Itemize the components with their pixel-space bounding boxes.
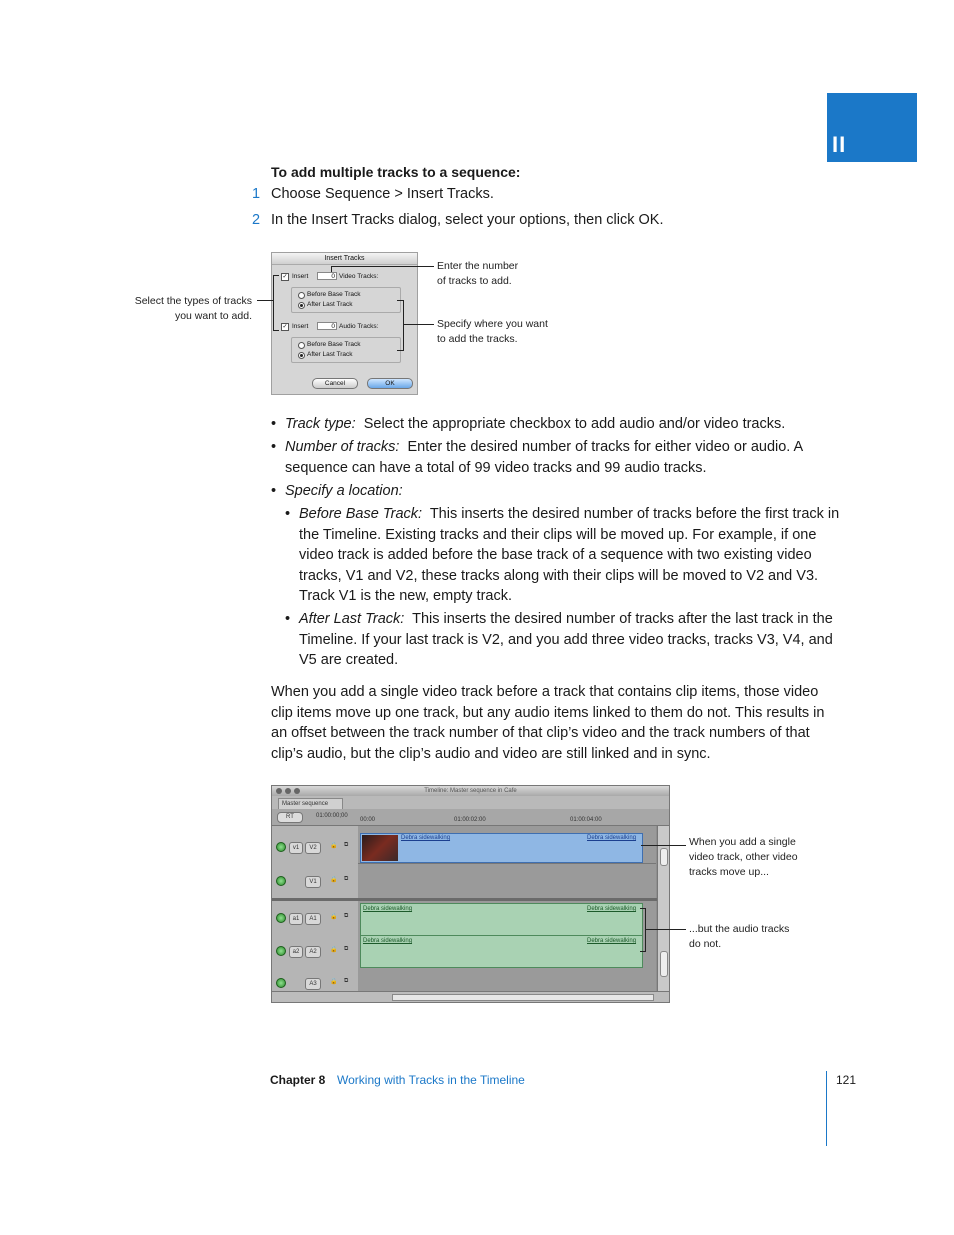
- bullet-marker: •: [285, 506, 291, 522]
- scroll-thumb[interactable]: [660, 848, 668, 866]
- vertical-scrollbar[interactable]: [657, 826, 670, 994]
- dest-track-A3[interactable]: A3: [305, 978, 321, 990]
- callout-number-of-tracks: [437, 259, 518, 289]
- bullet-text: sequence can have a total of 99 video tracks and 99 audio tracks.: [285, 459, 707, 476]
- ruler-tick-label: 01:00:04:00: [570, 817, 602, 823]
- bullet-text: Track V1 is the new, empty track.: [299, 588, 513, 604]
- clip-name: Debra sidewalking: [587, 906, 637, 912]
- lock-icon[interactable]: 🔒: [330, 877, 338, 883]
- bullet-marker: •: [285, 611, 291, 627]
- callout-bracket: [397, 300, 404, 301]
- ok-button[interactable]: OK: [367, 378, 413, 389]
- callout-line-text: video track, other video: [689, 851, 798, 863]
- timeline-ruler: [272, 809, 669, 826]
- audio-before-base-radio[interactable]: [298, 342, 305, 349]
- speaker-icon[interactable]: [276, 913, 286, 923]
- video-location-group: [291, 287, 401, 313]
- callout-bracket: [397, 350, 404, 351]
- audio-after-last-radio[interactable]: [298, 352, 305, 359]
- video-track-controls: [272, 826, 359, 898]
- lock-icon[interactable]: 🔒: [330, 979, 338, 985]
- scroll-thumb[interactable]: [660, 951, 668, 977]
- callout-line-text: of tracks to add.: [437, 275, 512, 287]
- timeline-bottom-bar: [272, 991, 669, 1002]
- callout-audio-stays: [689, 922, 789, 952]
- video-tracks-count-field[interactable]: 0: [317, 272, 337, 280]
- callout-line: [641, 845, 686, 846]
- callout-bracket: [273, 275, 274, 331]
- source-track-a1[interactable]: a1: [289, 913, 303, 925]
- bullet-text: This inserts the desired number of tracks after the last track in the: [412, 611, 833, 627]
- callout-line-text: When you add a single: [689, 836, 796, 848]
- lock-icon[interactable]: 🔒: [330, 947, 338, 953]
- footer-divider: [826, 1071, 827, 1146]
- tab-row: [272, 796, 669, 809]
- bullet-marker: •: [271, 416, 277, 432]
- video-insert-checkbox[interactable]: ✓: [282, 274, 288, 280]
- timecode-display[interactable]: 01:00:00;00: [316, 813, 348, 819]
- paragraph-line: clip items move up one track, but any audio items linked to them do not. This results in: [271, 704, 825, 721]
- ruler-tick-label: 01:00:02:00: [454, 817, 486, 823]
- video-after-last-label: After Last Track: [307, 301, 353, 308]
- paragraph-line: clip’s audio, but the clip’s audio and video are still linked and in sync.: [271, 745, 711, 762]
- dest-track-V1[interactable]: V1: [305, 876, 321, 888]
- close-icon[interactable]: [276, 788, 282, 794]
- audio-clip-a2[interactable]: [360, 935, 643, 968]
- audio-tracks-label: Audio Tracks:: [339, 323, 379, 330]
- link-icon[interactable]: ⧉: [344, 978, 349, 984]
- audio-track-controls: [272, 901, 359, 994]
- callout-bracket: [273, 330, 279, 331]
- callout-bracket: [640, 908, 646, 909]
- callout-line: [331, 266, 434, 267]
- callout-line-text: tracks move up...: [689, 866, 769, 878]
- bullet-text: tracks, V1 and V2, these tracks along with their clips will be moved to V2 and V3.: [299, 567, 819, 584]
- footer-chapter-title[interactable]: Working with Tracks in the Timeline: [337, 1073, 525, 1087]
- step-text: In the Insert Tracks dialog, select your options, then click OK.: [271, 212, 664, 228]
- callout-line-text: you want to add.: [174, 310, 252, 322]
- callout-line-text: Select the types of tracks: [134, 295, 252, 307]
- bullet-label: After Last Track:: [299, 611, 405, 627]
- paragraph-line: an offset between the track number of that clip’s video and the track numbers of that: [271, 725, 810, 741]
- video-before-base-label: Before Base Track: [307, 291, 361, 298]
- source-track-a2[interactable]: a2: [289, 946, 303, 958]
- dest-track-A2[interactable]: A2: [305, 946, 321, 958]
- video-clip[interactable]: [360, 833, 643, 863]
- lock-icon[interactable]: 🔒: [330, 914, 338, 920]
- footer-chapter: Chapter 8: [270, 1073, 326, 1087]
- video-insert-label: Insert: [292, 273, 309, 280]
- bullet-text: This inserts the desired number of tracks before the first track in: [429, 506, 840, 522]
- clip-name: Debra sidewalking: [401, 835, 451, 841]
- cancel-button[interactable]: Cancel: [312, 378, 358, 389]
- track-visibility-icon[interactable]: [276, 842, 286, 852]
- callout-bracket: [645, 908, 646, 952]
- callout-line-text: Enter the number: [437, 260, 519, 272]
- step-text: Choose Sequence > Insert Tracks.: [271, 186, 494, 202]
- track-visibility-icon[interactable]: [276, 876, 286, 886]
- bullet-label: Number of tracks:: [285, 439, 400, 455]
- section-heading: To add multiple tracks to a sequence:: [271, 164, 521, 180]
- video-track-area: [358, 826, 656, 898]
- tab-master-sequence[interactable]: Master sequence: [278, 798, 343, 809]
- callout-location: [437, 317, 548, 347]
- paragraph-line: When you add a single video track before a track that contains clip items, those video: [271, 684, 819, 700]
- audio-before-base-label: Before Base Track: [307, 341, 361, 348]
- bullet-text: the Timeline. Existing tracks and their clips will be moved up. For example, if one: [299, 526, 817, 543]
- track-separator: [358, 863, 656, 864]
- clip-name: Debra sidewalking: [587, 938, 637, 944]
- callout-bracket: [640, 951, 646, 952]
- audio-clip-a1[interactable]: [360, 903, 643, 936]
- page-number: 121: [836, 1073, 857, 1087]
- speaker-icon[interactable]: [276, 978, 286, 988]
- callout-line-text: ...but the audio tracks: [689, 923, 790, 935]
- lock-icon[interactable]: 🔒: [330, 843, 338, 849]
- link-icon[interactable]: ⧉: [344, 913, 349, 919]
- callout-line: [403, 324, 434, 325]
- source-track-v1[interactable]: v1: [289, 842, 303, 854]
- callout-track-types: [120, 294, 252, 324]
- video-after-last-radio[interactable]: [298, 302, 305, 309]
- horizontal-scrollbar[interactable]: [392, 994, 654, 1001]
- clip-name: Debra sidewalking: [587, 835, 637, 841]
- callout-line-text: to add the tracks.: [437, 333, 518, 345]
- minimize-icon[interactable]: [285, 788, 291, 794]
- bullet-text: V5 are created.: [299, 652, 399, 668]
- clip-name: Debra sidewalking: [363, 938, 413, 944]
- bullet-specify-location: [285, 481, 403, 502]
- bullet-after-last-track: [299, 609, 833, 671]
- video-tracks-label: Video Tracks:: [339, 273, 379, 280]
- timeline-titlebar: Timeline: Master sequence in Cafe: [272, 786, 669, 796]
- callout-line: [257, 300, 273, 301]
- audio-insert-checkbox[interactable]: ✓: [282, 324, 288, 330]
- bullet-before-base-track: [299, 504, 839, 607]
- bullet-label: Track type:: [285, 416, 356, 432]
- clip-name: Debra sidewalking: [363, 906, 413, 912]
- audio-after-last-label: After Last Track: [307, 351, 353, 358]
- part-tab: [827, 93, 917, 162]
- link-icon[interactable]: ⧉: [344, 842, 349, 848]
- callout-line-text: do not.: [689, 938, 722, 950]
- clip-thumbnail: [362, 835, 398, 861]
- callout-bracket: [273, 275, 279, 276]
- bullet-marker: •: [271, 483, 277, 499]
- bullet-text: Enter the desired number of tracks for either video or audio. A: [407, 439, 804, 455]
- dest-track-V2[interactable]: V2: [305, 842, 321, 854]
- bullet-text: Timeline. If your last track is V2, and you add three video tracks, tracks V3, V4, and: [299, 631, 833, 648]
- bullet-label: Specify a location:: [285, 483, 403, 499]
- step-number: 1: [252, 186, 261, 202]
- callout-video-moves-up: [689, 835, 798, 880]
- bullet-track-type: [285, 414, 785, 435]
- timeline-window: [271, 785, 670, 1003]
- link-icon[interactable]: ⧉: [344, 876, 349, 882]
- dest-track-A1[interactable]: A1: [305, 913, 321, 925]
- audio-insert-label: Insert: [292, 323, 309, 330]
- step-number: 2: [252, 212, 261, 228]
- insert-tracks-dialog: [271, 252, 418, 395]
- speaker-icon[interactable]: [276, 946, 286, 956]
- dialog-title: Insert Tracks: [272, 253, 417, 265]
- bullet-marker: •: [271, 439, 277, 455]
- rt-menu-button[interactable]: RT: [277, 812, 303, 823]
- body-paragraph: [271, 682, 824, 764]
- video-before-base-radio[interactable]: [298, 292, 305, 299]
- bullet-number-of-tracks: [285, 437, 803, 478]
- ruler-tick-label: 00:00: [360, 817, 376, 823]
- part-tab-label: II: [832, 132, 847, 157]
- callout-line-text: Specify where you want: [437, 318, 548, 330]
- bullet-text: Select the appropriate checkbox to add audio and/or video tracks.: [363, 416, 786, 432]
- callout-line: [645, 929, 686, 930]
- bullet-label: Before Base Track:: [299, 506, 423, 522]
- bullet-text: video track is added before the base track of a sequence with two existing video: [299, 547, 812, 563]
- callout-bracket: [403, 300, 404, 351]
- audio-tracks-count-field[interactable]: 0: [317, 322, 337, 330]
- audio-track-area: [358, 901, 656, 994]
- zoom-icon[interactable]: [294, 788, 300, 794]
- audio-location-group: [291, 337, 401, 363]
- link-icon[interactable]: ⧉: [344, 946, 349, 952]
